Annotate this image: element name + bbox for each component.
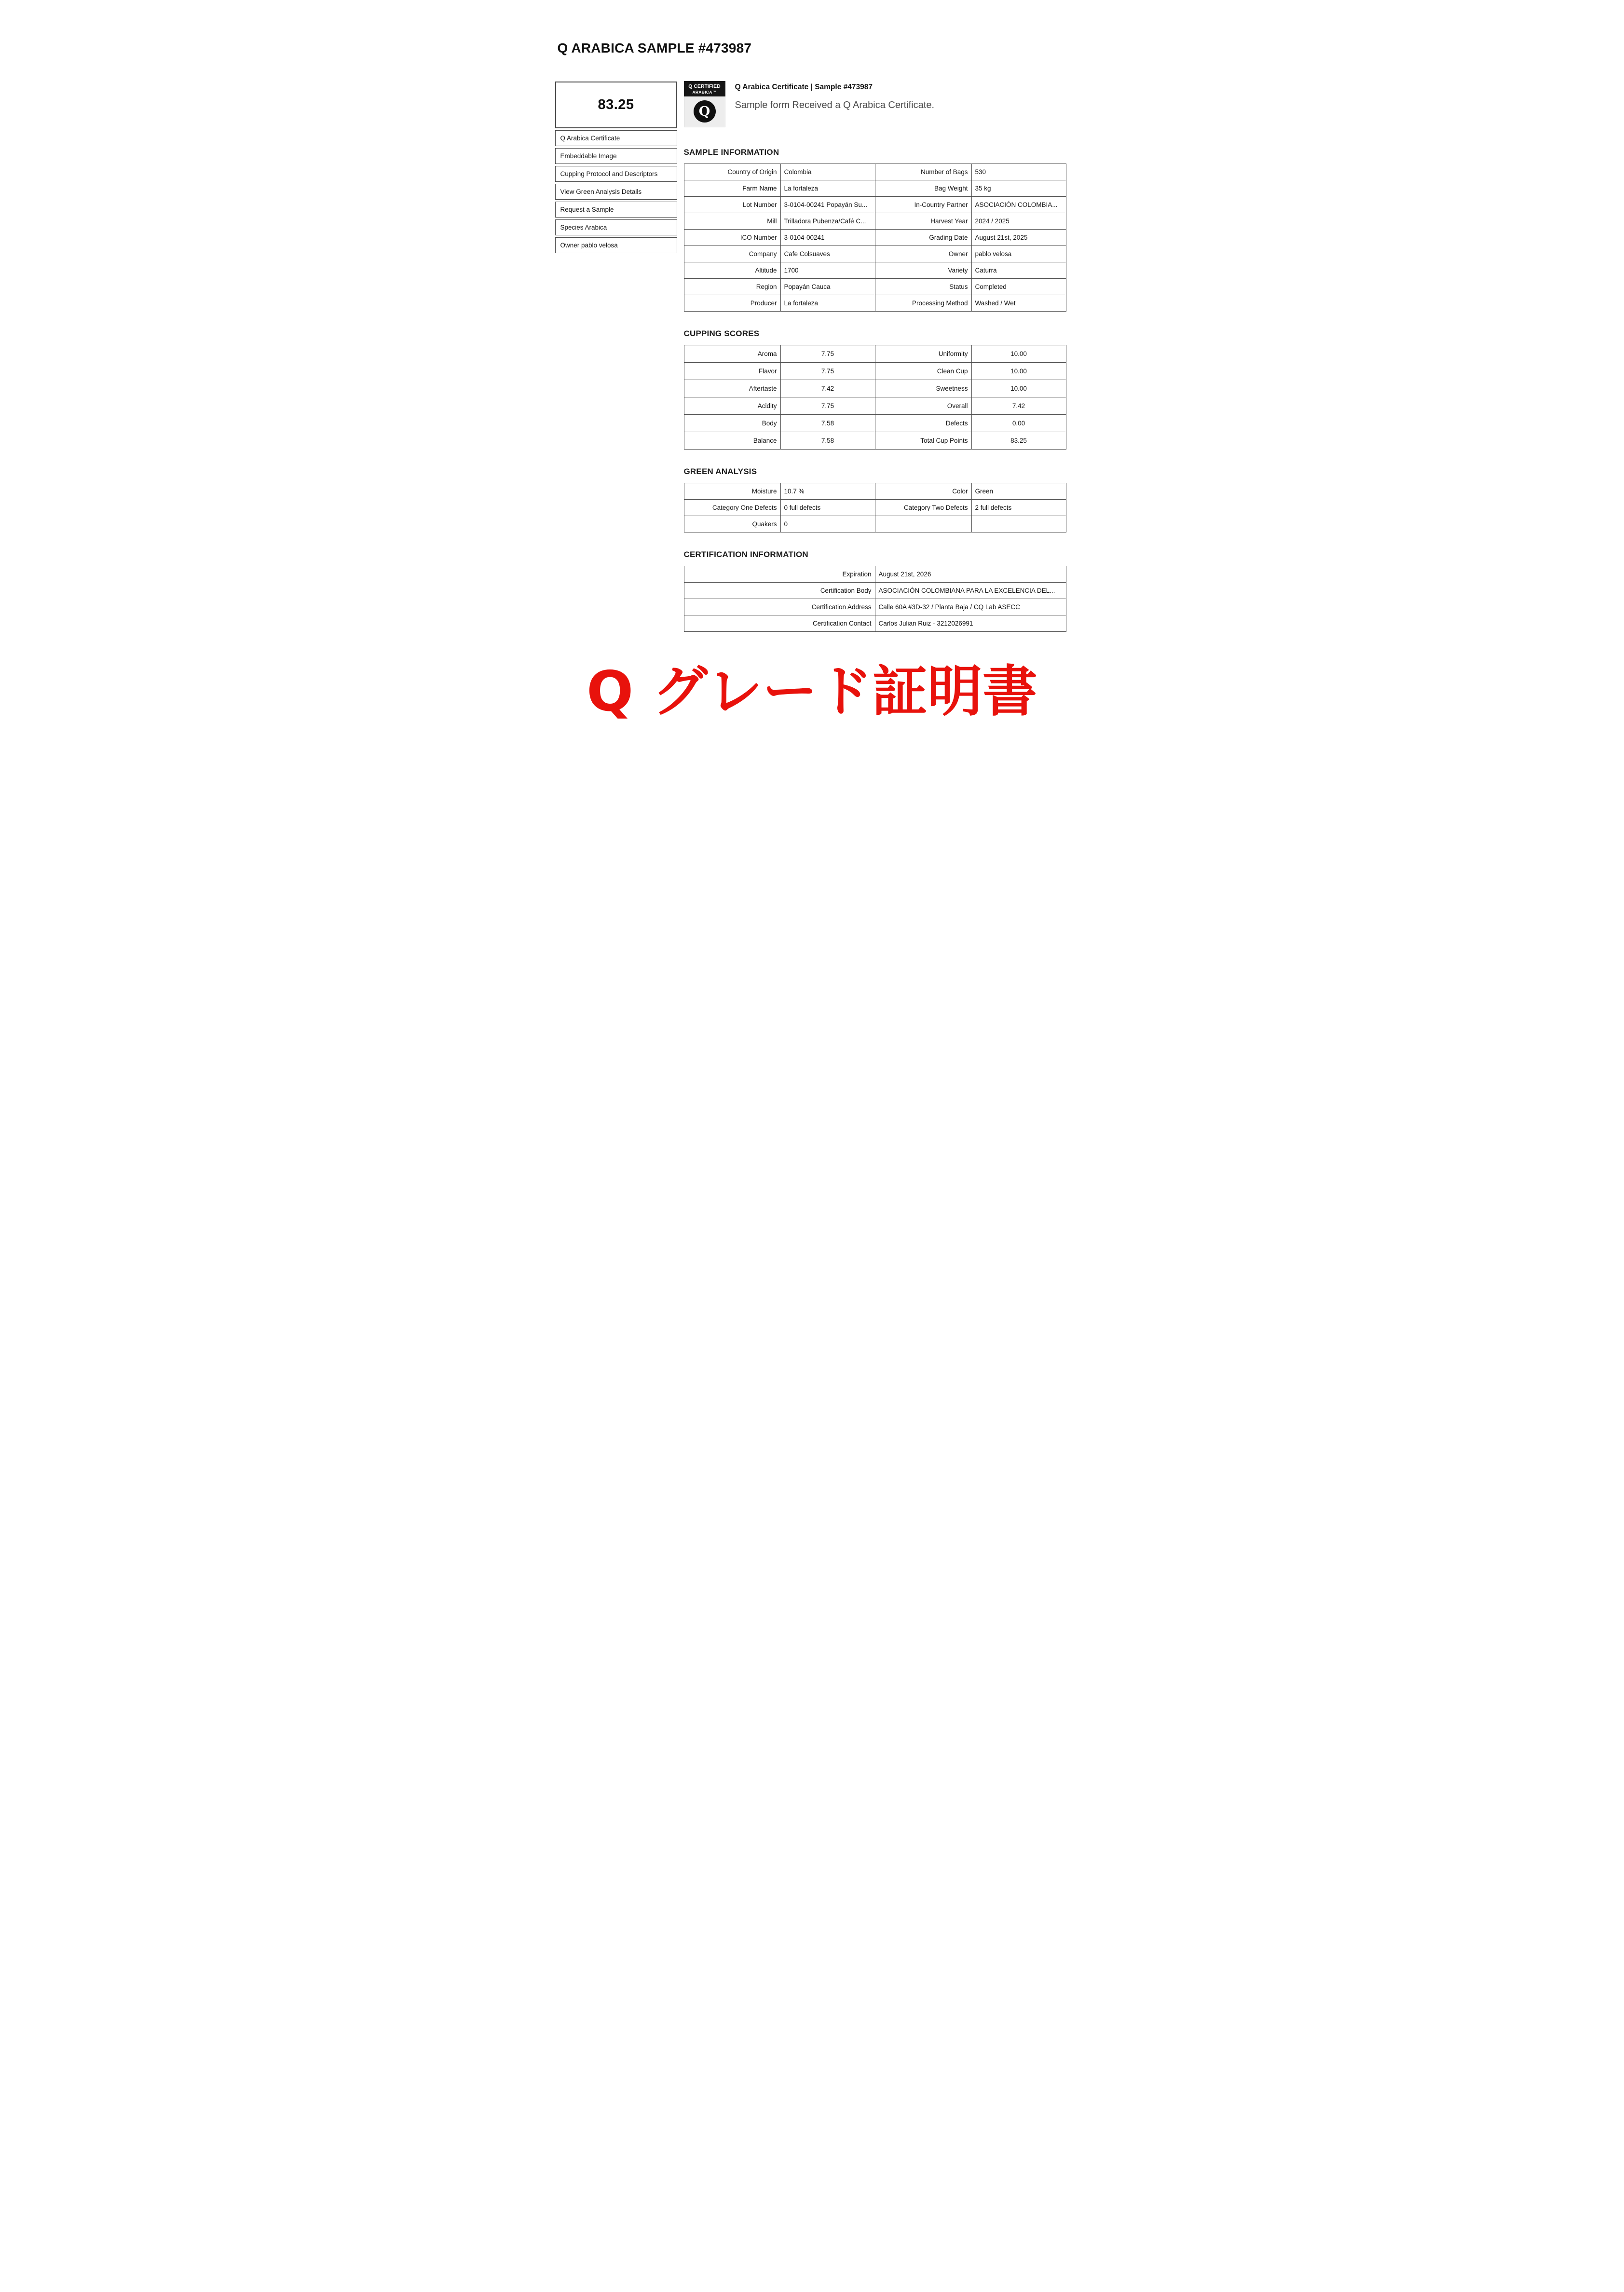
table-row bbox=[684, 180, 1066, 197]
certificate-subtitle: Sample form Received a Q Arabica Certificate. bbox=[735, 100, 935, 110]
field-value bbox=[971, 516, 1066, 532]
logo-text-line2: ARABICA™ bbox=[692, 89, 717, 95]
q-logo-icon: Q bbox=[694, 100, 716, 123]
field-label: Harvest Year bbox=[875, 213, 971, 230]
page-title: Q ARABICA SAMPLE #473987 bbox=[557, 41, 752, 55]
field-label: Lot Number bbox=[684, 197, 780, 213]
sidebar-item-owner[interactable] bbox=[555, 237, 677, 253]
score-value: 7.42 bbox=[971, 397, 1066, 415]
field-value: Completed bbox=[971, 279, 1066, 295]
field-label: Processing Method bbox=[875, 295, 971, 312]
field-value: 530 bbox=[971, 164, 1066, 180]
field-label: Producer bbox=[684, 295, 780, 312]
field-value: La fortaleza bbox=[780, 295, 875, 312]
sidebar-item-label: Owner pablo velosa bbox=[560, 242, 618, 249]
sidebar-item-q-arabica-certificate[interactable] bbox=[555, 130, 677, 146]
field-value: La fortaleza bbox=[780, 180, 875, 197]
field-value: Calle 60A #3D-32 / Planta Baja / CQ Lab ASECC bbox=[875, 599, 1066, 615]
score-label: Balance bbox=[684, 432, 780, 450]
certificate-header bbox=[684, 81, 1066, 130]
field-label: ICO Number bbox=[684, 230, 780, 246]
field-label: Grading Date bbox=[875, 230, 971, 246]
score-label: Aroma bbox=[684, 345, 780, 363]
score-value: 10.00 bbox=[971, 380, 1066, 397]
field-value: 0 full defects bbox=[780, 500, 875, 516]
sidebar bbox=[555, 82, 677, 253]
field-value: August 21st, 2026 bbox=[875, 566, 1066, 583]
main-content bbox=[684, 81, 1066, 632]
table-row bbox=[684, 615, 1066, 632]
table-row bbox=[684, 566, 1066, 583]
score-label: Acidity bbox=[684, 397, 780, 415]
field-value: Trilladora Pubenza/Café C... bbox=[780, 213, 875, 230]
score-value: 0.00 bbox=[971, 415, 1066, 432]
section-heading-cupping-scores: CUPPING SCORES bbox=[683, 329, 760, 338]
score-label: Overall bbox=[875, 397, 971, 415]
section-heading-sample-information: SAMPLE INFORMATION bbox=[683, 148, 779, 157]
field-label: Company bbox=[684, 246, 780, 262]
field-label: Farm Name bbox=[684, 180, 780, 197]
table-row bbox=[684, 213, 1066, 230]
sidebar-item-label: Request a Sample bbox=[560, 206, 614, 213]
table-row bbox=[684, 164, 1066, 180]
table-row bbox=[684, 483, 1066, 500]
field-value: 2 full defects bbox=[971, 500, 1066, 516]
score-label: Aftertaste bbox=[684, 380, 780, 397]
q-certified-logo bbox=[684, 81, 725, 127]
table-row bbox=[684, 583, 1066, 599]
sidebar-item-green-analysis-details[interactable] bbox=[555, 184, 677, 200]
score-label: Uniformity bbox=[875, 345, 971, 363]
field-label: Expiration bbox=[684, 566, 875, 583]
table-row bbox=[684, 363, 1066, 380]
table-row bbox=[684, 599, 1066, 615]
field-label: In-Country Partner bbox=[875, 197, 971, 213]
score-value: 7.58 bbox=[780, 415, 875, 432]
score-value: 7.42 bbox=[780, 380, 875, 397]
field-label bbox=[875, 516, 971, 532]
field-value: Carlos Julian Ruiz - 3212026991 bbox=[875, 615, 1066, 632]
field-label: Number of Bags bbox=[875, 164, 971, 180]
sidebar-item-cupping-protocol[interactable] bbox=[555, 166, 677, 182]
table-row bbox=[684, 516, 1066, 532]
table-row bbox=[684, 397, 1066, 415]
field-value: Popayán Cauca bbox=[780, 279, 875, 295]
field-label: Certification Body bbox=[684, 583, 875, 599]
sidebar-item-label: Cupping Protocol and Descriptors bbox=[560, 170, 658, 177]
field-value: 3-0104-00241 bbox=[780, 230, 875, 246]
sidebar-item-label: Q Arabica Certificate bbox=[560, 135, 620, 142]
field-value: Caturra bbox=[971, 262, 1066, 279]
score-value: 10.00 bbox=[971, 345, 1066, 363]
field-value: August 21st, 2025 bbox=[971, 230, 1066, 246]
table-row bbox=[684, 500, 1066, 516]
field-value: ASOCIACIÓN COLOMBIA... bbox=[971, 197, 1066, 213]
score-label: Body bbox=[684, 415, 780, 432]
field-value: Green bbox=[971, 483, 1066, 500]
field-label: Certification Address bbox=[684, 599, 875, 615]
sidebar-item-request-a-sample[interactable] bbox=[555, 202, 677, 218]
section-heading-certification-information: CERTIFICATION INFORMATION bbox=[683, 550, 808, 559]
sidebar-item-species[interactable] bbox=[555, 219, 677, 235]
sidebar-item-label: Species Arabica bbox=[560, 224, 607, 231]
field-value: Washed / Wet bbox=[971, 295, 1066, 312]
score-label: Flavor bbox=[684, 363, 780, 380]
sample-information-table bbox=[684, 164, 1066, 312]
score-label: Defects bbox=[875, 415, 971, 432]
certificate-title: Q Arabica Certificate | Sample #473987 bbox=[735, 83, 873, 91]
field-value: 3-0104-00241 Popayán Su... bbox=[780, 197, 875, 213]
field-label: Variety bbox=[875, 262, 971, 279]
red-caption-q-grade-certificate: Q グレード証明書 bbox=[587, 659, 1037, 723]
total-score: 83.25 bbox=[555, 82, 677, 128]
score-value: 83.25 bbox=[971, 432, 1066, 450]
field-label: Certification Contact bbox=[684, 615, 875, 632]
table-row bbox=[684, 345, 1066, 363]
field-label: Country of Origin bbox=[684, 164, 780, 180]
sidebar-item-label: View Green Analysis Details bbox=[560, 188, 642, 195]
field-value: ASOCIACIÓN COLOMBIANA PARA LA EXCELENCIA DEL... bbox=[875, 583, 1066, 599]
cupping-scores-table bbox=[684, 345, 1066, 450]
field-value: 35 kg bbox=[971, 180, 1066, 197]
score-label: Clean Cup bbox=[875, 363, 971, 380]
field-value: pablo velosa bbox=[971, 246, 1066, 262]
certificate-header-text bbox=[725, 81, 935, 111]
field-label: Bag Weight bbox=[875, 180, 971, 197]
certificate-page bbox=[542, 0, 1083, 764]
table-row bbox=[684, 197, 1066, 213]
section-heading-green-analysis: GREEN ANALYSIS bbox=[683, 467, 757, 476]
table-row bbox=[684, 380, 1066, 397]
logo-text-line1: Q CERTIFIED bbox=[688, 83, 721, 89]
field-value: 2024 / 2025 bbox=[971, 213, 1066, 230]
certification-table bbox=[684, 566, 1066, 632]
field-label: Moisture bbox=[684, 483, 780, 500]
field-label: Owner bbox=[875, 246, 971, 262]
table-row bbox=[684, 415, 1066, 432]
q-logo-mark bbox=[684, 96, 725, 127]
q-certified-logo-band bbox=[684, 81, 725, 96]
score-label: Total Cup Points bbox=[875, 432, 971, 450]
field-label: Category Two Defects bbox=[875, 500, 971, 516]
table-row bbox=[684, 246, 1066, 262]
field-label: Category One Defects bbox=[684, 500, 780, 516]
field-value: Cafe Colsuaves bbox=[780, 246, 875, 262]
field-label: Region bbox=[684, 279, 780, 295]
field-value: Colombia bbox=[780, 164, 875, 180]
field-label: Altitude bbox=[684, 262, 780, 279]
field-value: 10.7 % bbox=[780, 483, 875, 500]
green-analysis-table bbox=[684, 483, 1066, 532]
sidebar-item-embeddable-image[interactable] bbox=[555, 148, 677, 164]
table-row bbox=[684, 432, 1066, 450]
field-label: Quakers bbox=[684, 516, 780, 532]
score-value: 7.58 bbox=[780, 432, 875, 450]
score-value: 7.75 bbox=[780, 363, 875, 380]
table-row bbox=[684, 262, 1066, 279]
table-row bbox=[684, 279, 1066, 295]
field-value: 1700 bbox=[780, 262, 875, 279]
sidebar-item-label: Embeddable Image bbox=[560, 152, 617, 160]
score-label: Sweetness bbox=[875, 380, 971, 397]
field-label: Status bbox=[875, 279, 971, 295]
field-value: 0 bbox=[780, 516, 875, 532]
field-label: Mill bbox=[684, 213, 780, 230]
table-row bbox=[684, 295, 1066, 312]
score-value: 7.75 bbox=[780, 345, 875, 363]
table-row bbox=[684, 230, 1066, 246]
score-value: 10.00 bbox=[971, 363, 1066, 380]
score-value: 7.75 bbox=[780, 397, 875, 415]
field-label: Color bbox=[875, 483, 971, 500]
